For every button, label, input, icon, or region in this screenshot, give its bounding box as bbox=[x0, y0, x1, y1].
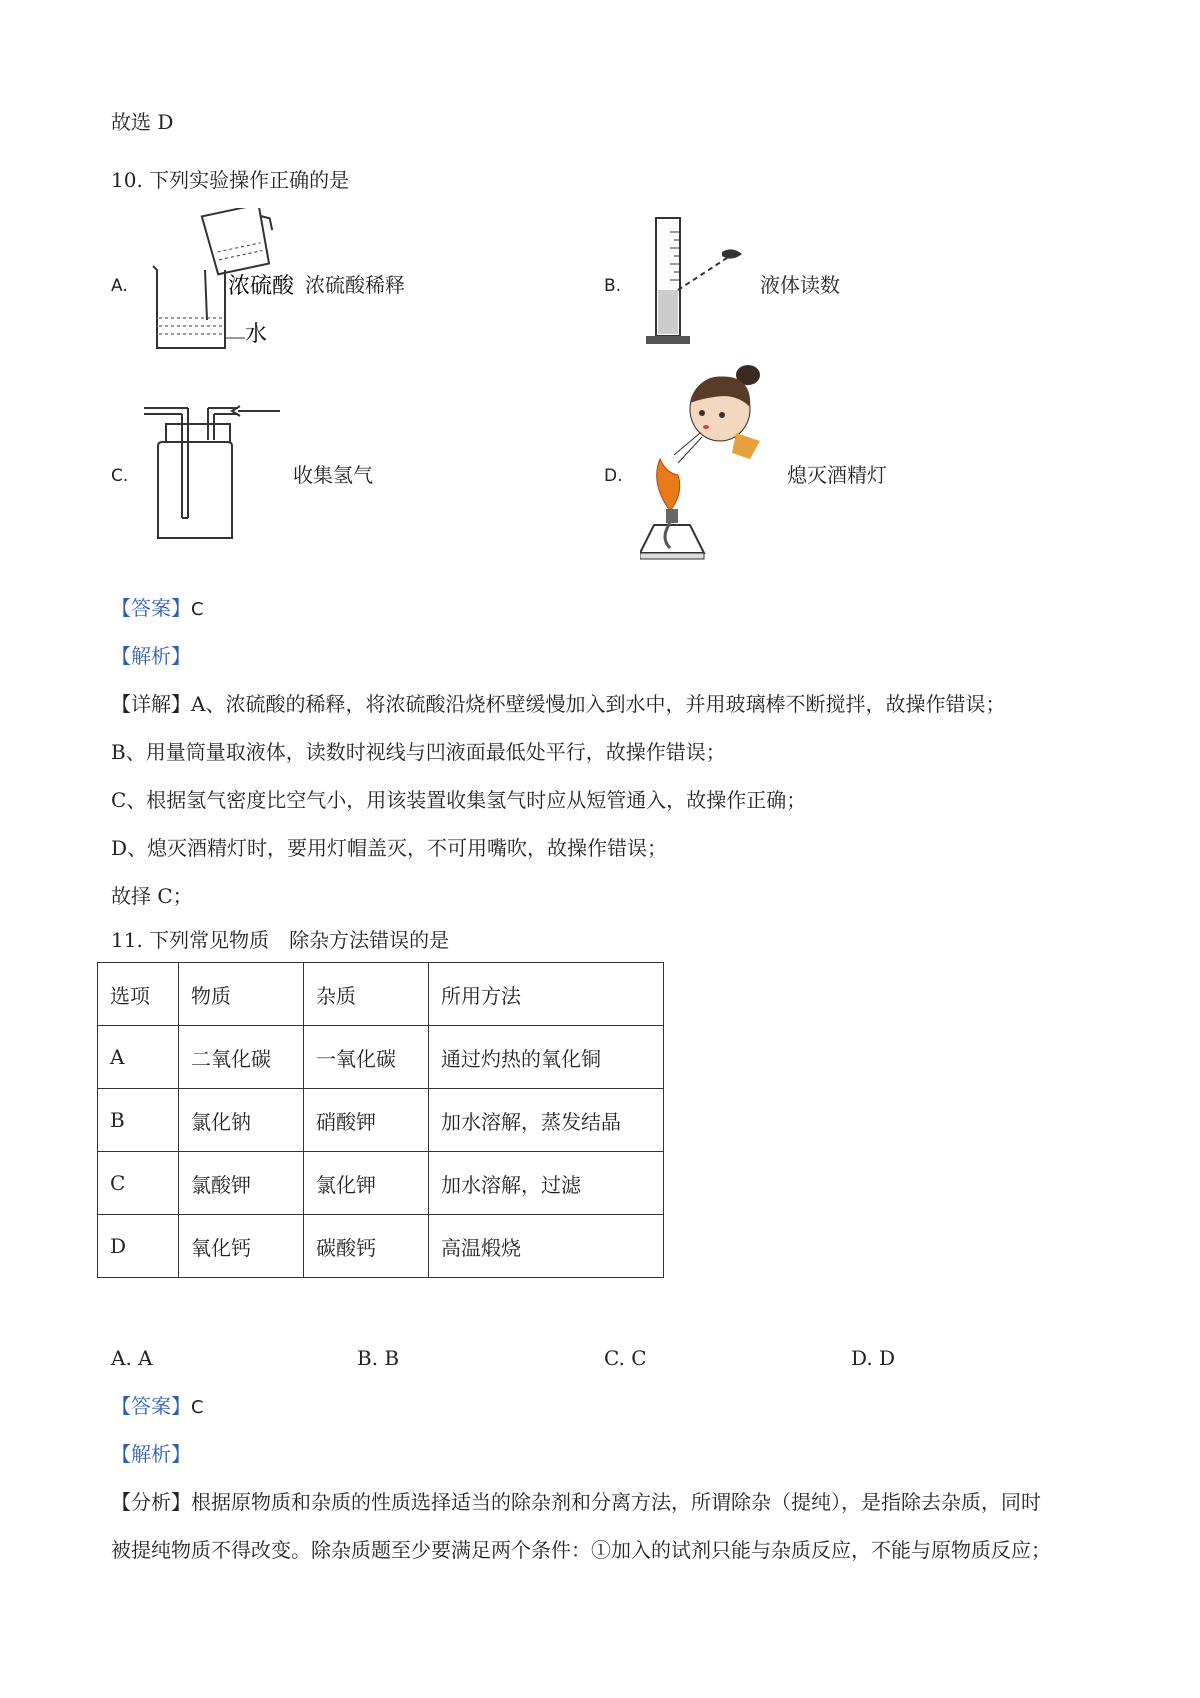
q11-analysis-head: 分析 bbox=[131, 1490, 171, 1514]
q11-choice-a: A. A bbox=[111, 1346, 153, 1370]
q11-choice-b: B. B bbox=[357, 1346, 400, 1370]
q11-analysis-line-2: 被提纯物质不得改变。除杂质题至少要满足两个条件：①加入的试剂只能与杂质反应，不能与原物质反应； bbox=[111, 1538, 1051, 1562]
q10-detail-line-1: 【详解】A、浓硫酸的稀释，将浓硫酸沿烧杯壁缓慢加入到水中，并用玻璃棒不断搅拌，故操作错误； bbox=[111, 692, 1006, 716]
table-header-cell: 杂质 bbox=[304, 963, 429, 1026]
q10-a-label-acid: 浓硫酸 bbox=[228, 274, 295, 299]
q10-option-d-letter: D. bbox=[604, 466, 623, 486]
previous-answer: 故选 D bbox=[111, 110, 174, 134]
q10-option-c-figure bbox=[140, 398, 290, 543]
table-header-row bbox=[98, 963, 664, 1026]
q11-answer-tag: 答案 bbox=[131, 1394, 171, 1418]
q11-table bbox=[97, 962, 664, 1278]
q11-analysis-line-1: 【分析】根据原物质和杂质的性质选择适当的除杂剂和分离方法，所谓除杂（提纯），是指除去杂质，同时 bbox=[111, 1490, 1041, 1514]
q11-stem: 11. 下列常见物质 除杂方法错误的是 bbox=[111, 928, 450, 952]
q11-analysis-heading: 【解析】 bbox=[111, 1442, 191, 1466]
q10-detail-line-3: C、根据氢气密度比空气小，用该装置收集氢气时应从短管通入，故操作正确； bbox=[111, 788, 807, 812]
q10-detail-tag: 详解 bbox=[131, 692, 171, 716]
q10-option-b-caption: 液体读数 bbox=[760, 273, 840, 297]
q10-option-c-letter: C. bbox=[111, 466, 129, 486]
table-row: D 氧化钙 碳酸钙 高温煅烧 bbox=[98, 1215, 664, 1278]
q11-answer: 【答案】C bbox=[111, 1394, 204, 1418]
q10-answer-value: C bbox=[191, 599, 204, 620]
q10-detail-line-2: B、用量筒量取液体，读数时视线与凹液面最低处平行，故操作错误； bbox=[111, 740, 726, 764]
q10-option-b-letter: B. bbox=[604, 276, 622, 296]
table-row: A 二氧化碳 一氧化碳 通过灼热的氧化铜 bbox=[98, 1026, 664, 1089]
q10-analysis-heading: 【解析】 bbox=[111, 644, 191, 668]
q10-option-a-figure bbox=[145, 208, 305, 353]
q11-choice-c: C. C bbox=[604, 1346, 647, 1370]
table-row: B 氯化钠 硝酸钾 加水溶解，蒸发结晶 bbox=[98, 1089, 664, 1152]
q10-answer-tag: 答案 bbox=[131, 596, 171, 620]
q11-answer-value: C bbox=[191, 1397, 204, 1418]
q10-detail-line-5: 故择 C； bbox=[111, 884, 193, 908]
q11-choice-d: D. D bbox=[851, 1346, 896, 1370]
table-header-cell: 所用方法 bbox=[429, 963, 664, 1026]
table-header-cell: 物质 bbox=[179, 963, 304, 1026]
table-row: C 氯酸钾 氯化钾 加水溶解，过滤 bbox=[98, 1152, 664, 1215]
q10-option-a-caption: 浓硫酸稀释 bbox=[305, 273, 405, 297]
q10-detail-line-4: D、熄灭酒精灯时，要用灯帽盖灭，不可用嘴吹，故操作错误； bbox=[111, 836, 668, 860]
q10-a-label-water: 水 bbox=[245, 322, 268, 347]
q10-option-d-caption: 熄灭酒精灯 bbox=[787, 463, 887, 487]
q10-option-b-figure bbox=[640, 212, 750, 352]
q10-stem: 10. 下列实验操作正确的是 bbox=[111, 168, 350, 192]
q10-option-a-letter: A. bbox=[111, 276, 128, 296]
q10-option-d-figure bbox=[640, 363, 770, 573]
table-header-cell: 选项 bbox=[98, 963, 179, 1026]
q10-answer: 【答案】C bbox=[111, 596, 204, 620]
q10-option-c-caption: 收集氢气 bbox=[293, 463, 373, 487]
